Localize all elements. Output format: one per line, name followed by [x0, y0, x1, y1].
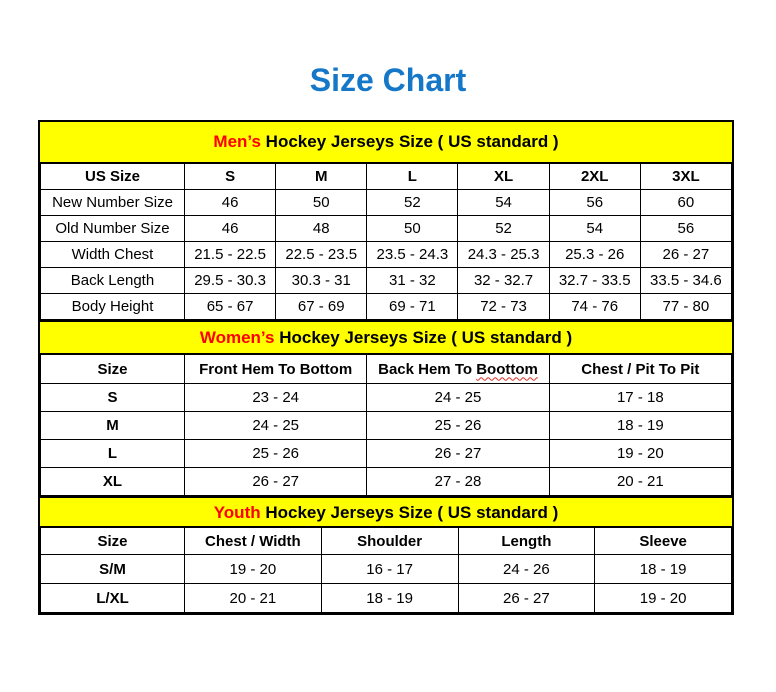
table-row [41, 440, 732, 468]
youth-size-table [40, 527, 732, 613]
size-cell: 33.5 - 34.6 [640, 268, 731, 294]
column-header: M [276, 164, 367, 190]
row-label: Old Number Size [41, 216, 185, 242]
size-cell: 20 - 21 [185, 584, 322, 613]
column-header: US Size [41, 164, 185, 190]
size-cell: 77 - 80 [640, 294, 731, 320]
row-label: XL [41, 468, 185, 496]
size-cell: 32.7 - 33.5 [549, 268, 640, 294]
size-cell: 23.5 - 24.3 [367, 242, 458, 268]
column-header: 3XL [640, 164, 731, 190]
column-header: XL [458, 164, 549, 190]
misspelled-word: Boottom [476, 360, 538, 378]
column-header: S [185, 164, 276, 190]
youth-banner-highlight: Youth [213, 503, 261, 522]
size-cell: 30.3 - 31 [276, 268, 367, 294]
size-cell: 25.3 - 26 [549, 242, 640, 268]
size-cell: 24 - 25 [185, 412, 367, 440]
womens-size-table [40, 354, 732, 496]
row-label: S/M [41, 555, 185, 584]
row-label: M [41, 412, 185, 440]
size-cell: 50 [276, 190, 367, 216]
column-header: Chest / Pit To Pit [549, 355, 731, 384]
size-cell: 20 - 21 [549, 468, 731, 496]
size-cell: 19 - 20 [185, 555, 322, 584]
column-header: Chest / Width [185, 528, 322, 555]
size-cell: 46 [185, 190, 276, 216]
table-row [41, 384, 732, 412]
youth-section-banner [40, 496, 732, 527]
column-header [367, 355, 549, 384]
row-label: Body Height [41, 294, 185, 320]
table-row [41, 216, 732, 242]
size-cell: 18 - 19 [549, 412, 731, 440]
size-cell: 32 - 32.7 [458, 268, 549, 294]
womens-header-row [41, 355, 732, 384]
column-header: Size [41, 355, 185, 384]
size-cell: 26 - 27 [640, 242, 731, 268]
table-row [41, 412, 732, 440]
size-cell: 74 - 76 [549, 294, 640, 320]
column-header: Length [458, 528, 595, 555]
size-cell: 24.3 - 25.3 [458, 242, 549, 268]
size-cell: 52 [458, 216, 549, 242]
row-label: S [41, 384, 185, 412]
size-cell: 60 [640, 190, 731, 216]
size-cell: 72 - 73 [458, 294, 549, 320]
size-cell: 69 - 71 [367, 294, 458, 320]
size-cell: 19 - 20 [595, 584, 732, 613]
size-cell: 25 - 26 [185, 440, 367, 468]
column-header: Sleeve [595, 528, 732, 555]
size-cell: 24 - 25 [367, 384, 549, 412]
table-row [41, 555, 732, 584]
table-row [41, 242, 732, 268]
size-cell: 46 [185, 216, 276, 242]
size-cell: 19 - 20 [549, 440, 731, 468]
size-cell: 16 - 17 [321, 555, 458, 584]
page-title: Size Chart [309, 62, 467, 98]
size-cell: 56 [640, 216, 731, 242]
table-row [41, 294, 732, 320]
size-cell: 31 - 32 [367, 268, 458, 294]
size-cell: 26 - 27 [185, 468, 367, 496]
size-cell: 67 - 69 [276, 294, 367, 320]
size-cell: 65 - 67 [185, 294, 276, 320]
size-cell: 29.5 - 30.3 [185, 268, 276, 294]
size-cell: 18 - 19 [321, 584, 458, 613]
size-cell: 54 [549, 216, 640, 242]
size-chart-container [38, 120, 734, 615]
table-row [41, 190, 732, 216]
row-label: L/XL [41, 584, 185, 613]
womens-section-banner [40, 320, 732, 354]
mens-size-table [40, 163, 732, 320]
size-cell: 18 - 19 [595, 555, 732, 584]
table-row [41, 268, 732, 294]
size-cell: 23 - 24 [185, 384, 367, 412]
column-header: Front Hem To Bottom [185, 355, 367, 384]
column-header: Size [41, 528, 185, 555]
size-cell: 24 - 26 [458, 555, 595, 584]
column-header: L [367, 164, 458, 190]
column-header-text: Back Hem To [378, 360, 477, 378]
table-row [41, 584, 732, 613]
mens-banner-text: Hockey Jerseys Size ( US standard ) [260, 132, 559, 151]
mens-header-row [41, 164, 732, 190]
row-label: L [41, 440, 185, 468]
mens-banner-highlight: Men’s [213, 132, 261, 151]
size-cell: 27 - 28 [367, 468, 549, 496]
size-cell: 21.5 - 22.5 [185, 242, 276, 268]
size-cell: 25 - 26 [367, 412, 549, 440]
column-header: Shoulder [321, 528, 458, 555]
row-label: New Number Size [41, 190, 185, 216]
mens-section-banner [40, 122, 732, 163]
size-cell: 17 - 18 [549, 384, 731, 412]
youth-header-row [41, 528, 732, 555]
size-cell: 52 [367, 190, 458, 216]
size-cell: 26 - 27 [458, 584, 595, 613]
size-cell: 54 [458, 190, 549, 216]
size-cell: 48 [276, 216, 367, 242]
row-label: Back Length [41, 268, 185, 294]
youth-banner-text: Hockey Jerseys Size ( US standard ) [260, 503, 559, 522]
size-cell: 26 - 27 [367, 440, 549, 468]
womens-banner-text: Hockey Jerseys Size ( US standard ) [274, 328, 573, 347]
size-cell: 22.5 - 23.5 [276, 242, 367, 268]
table-row [41, 468, 732, 496]
size-cell: 50 [367, 216, 458, 242]
size-cell: 56 [549, 190, 640, 216]
column-header: 2XL [549, 164, 640, 190]
womens-banner-highlight: Women’s [199, 328, 275, 347]
row-label: Width Chest [41, 242, 185, 268]
